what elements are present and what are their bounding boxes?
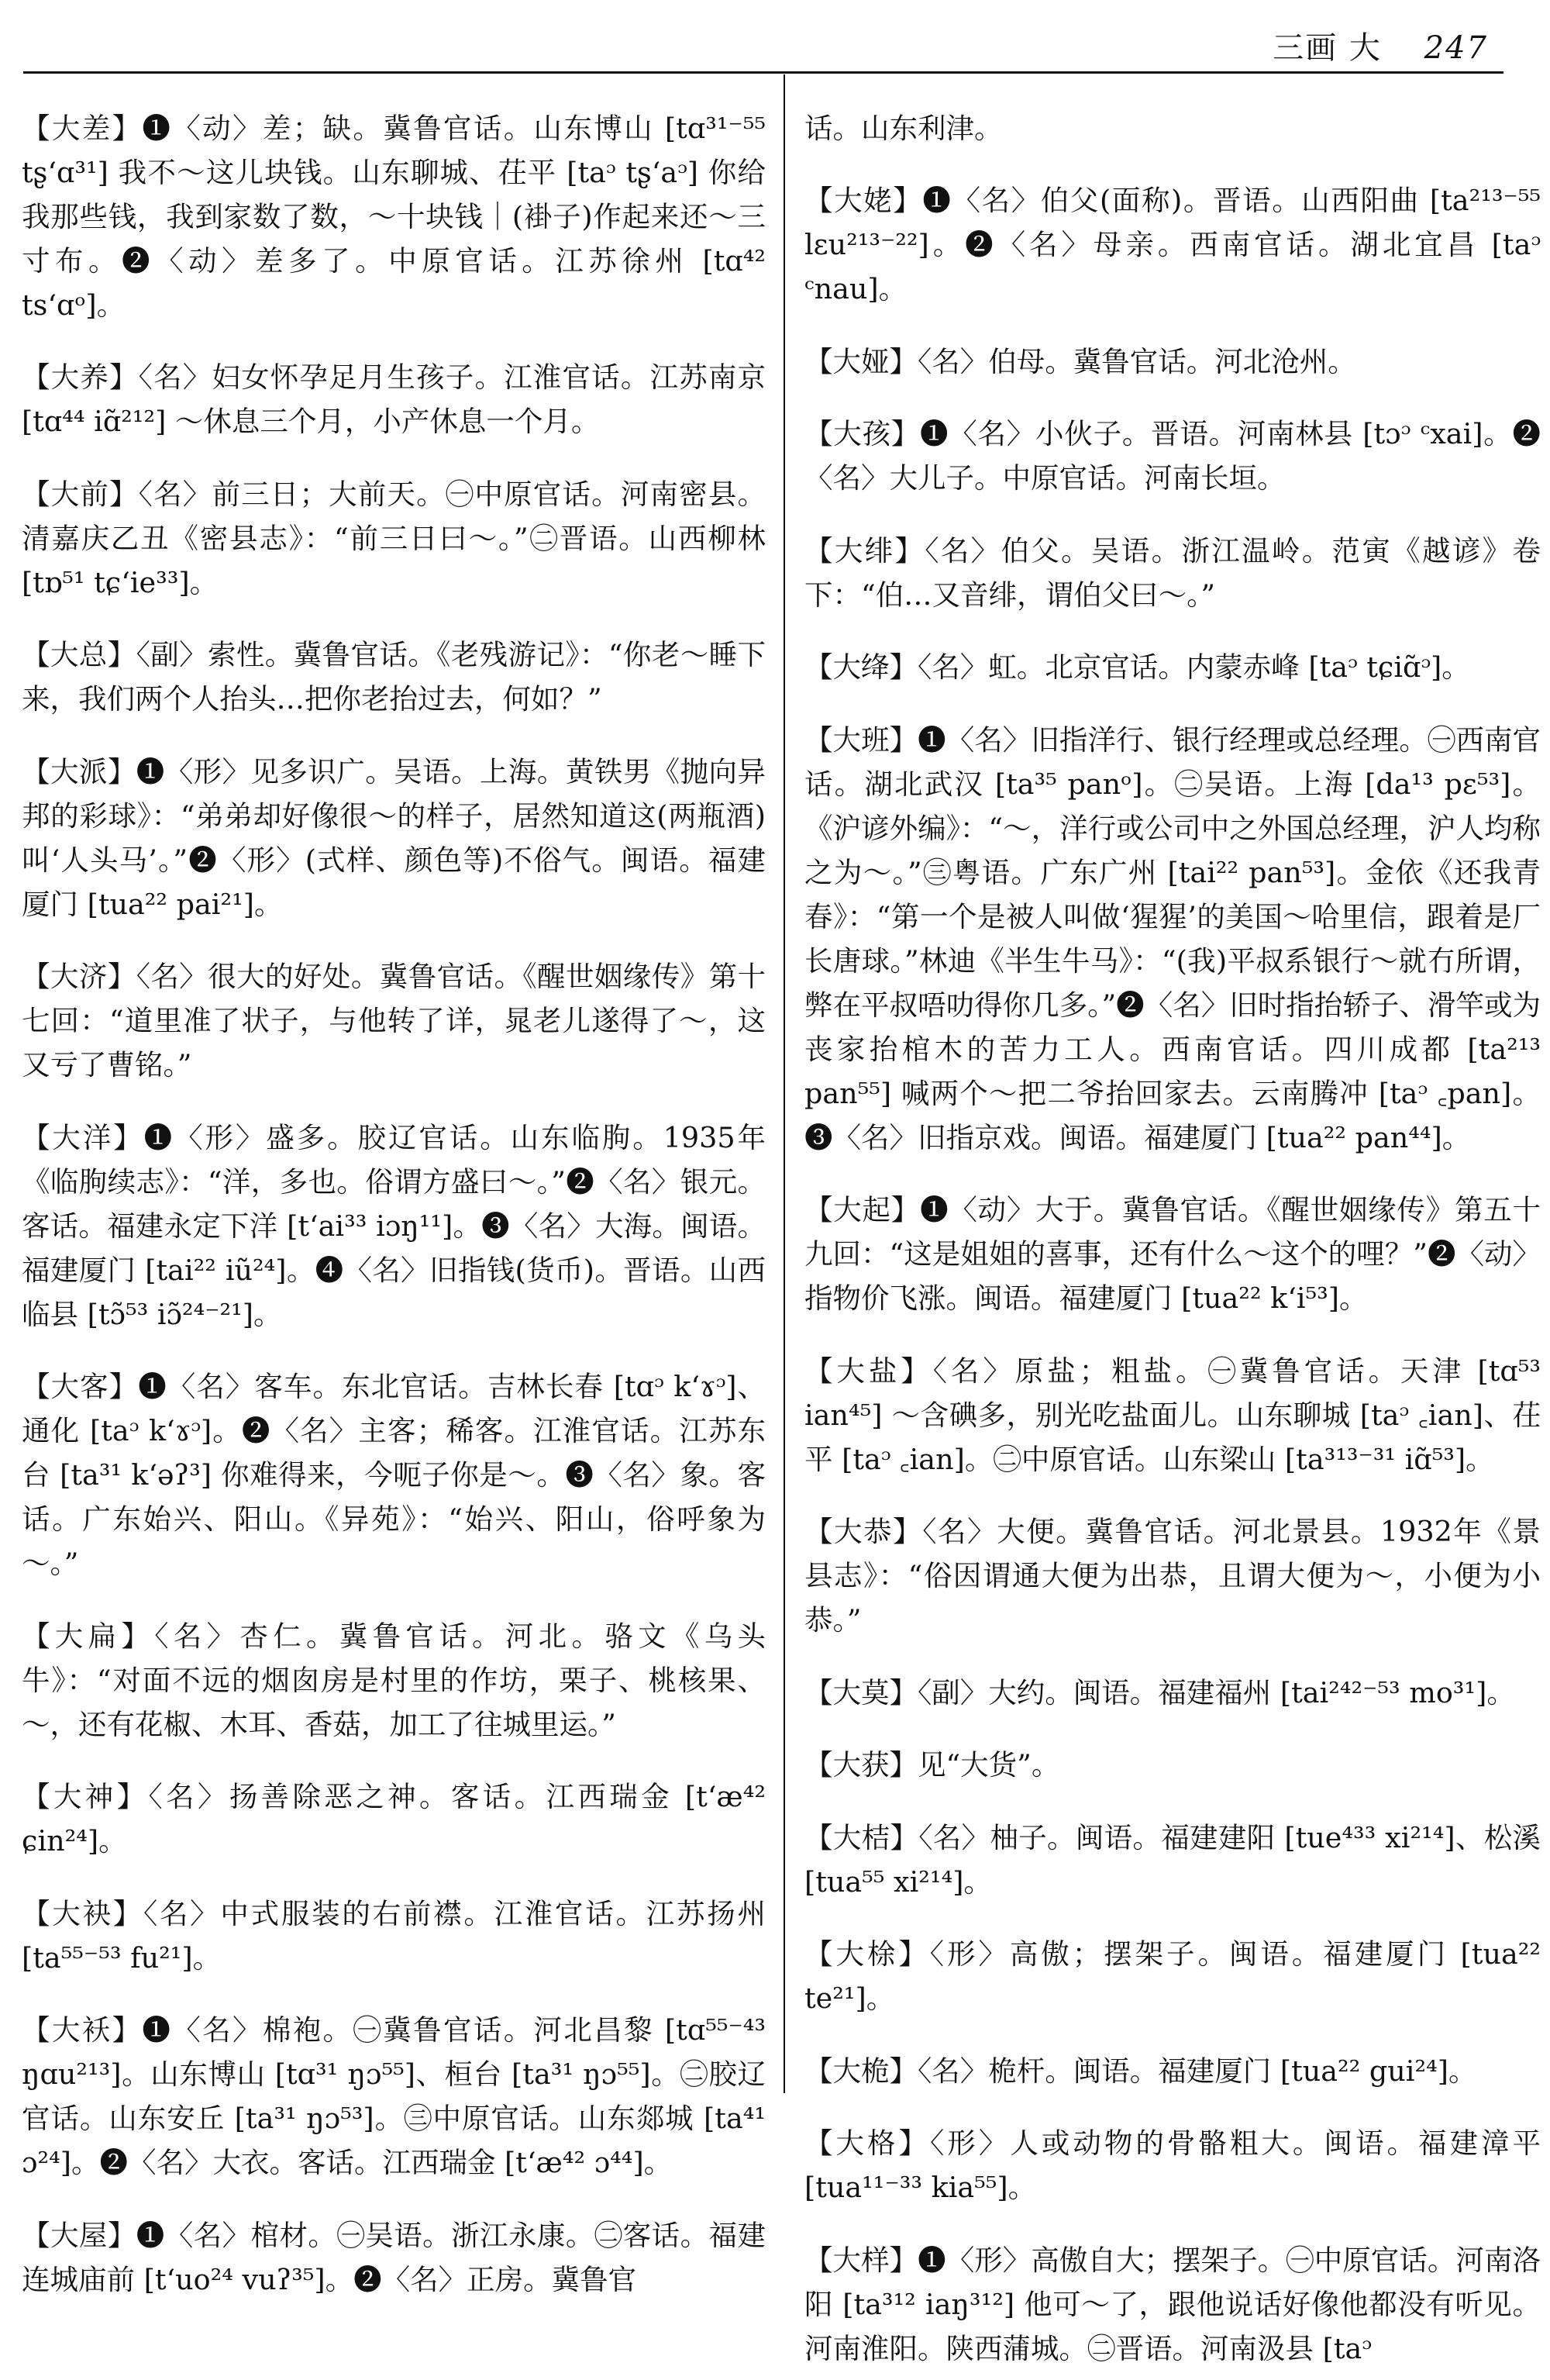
entry-da-yang-ocean: 【大洋】❶〈形〉盛多。胶辽官话。山东临朐。1935年《临朐续志》：“洋，多也。俗谓方盛曰～。”❷〈名〉银元。客话。福建永定下洋 [tʻai³³ iɔŋ¹¹]。❸〈名〉大海。闽语。福建厦门 [tai²² iũ²⁴]。❹〈名〉旧指钱(货币)。晋语。山西临县 [tɔ̃⁵³ iɔ̃²⁴⁻²¹]。 [22,1120,766,1331]
entry-da-cha: 【大差】❶〈动〉差；缺。冀鲁官话。山东博山 [tɑ³¹⁻⁵⁵ tʂʻɑ³¹] 我不～这儿块钱。山东聊城、茌平 [taᵓ tʂʻaᵓ] 你给我那些钱，我到家数了数，～十块钱｜(褂子)作起来还～三寸布。❷〈动〉差多了。中原官话。江苏徐州 [tɑ⁴² tsʻɑᵒ]。 [22,111,766,322]
entry-da-tu: 【大梌】〈形〉高傲；摆架子。闽语。福建厦门 [tua²² te²¹]。 [804,1937,1541,2015]
entry-da-ban: 【大班】❶〈名〉旧指洋行、银行经理或总经理。㊀西南官话。湖北武汉 [ta³⁵ panᵒ]。㊁吴语。上海 [da¹³ pɛ⁵³]。《沪谚外编》：“～，洋行或公司中之外国总经理，沪人均称之为～。”㊂粤语。广东广州 [tai²² pan⁵³]。金依《还我青春》：“第一个是被人叫做‘猩猩’的美国～哈里信，跟着是厂长唐球。”林迪《半生牛马》：“(我)平叔系银行～就冇所谓，弊在平叔唔叻得你几多。”❷〈名〉旧时指抬轿子、滑竿或为丧家抬棺木的苦力工人。西南官话。四川成都 [ta²¹³ pan⁵⁵] 喊两个～把二爷抬回家去。云南腾冲 [taᵓ ꜀pan]。❸〈名〉旧指京戏。闽语。福建厦门 [tua²² pan⁴⁴]。 [804,723,1541,1154]
entry-da-pai: 【大派】❶〈形〉见多识广。吴语。上海。黄铁男《抛向异邦的彩球》：“弟弟却好像很～的样子，居然知道这(两瓶酒)叫‘人头马’。”❷〈形〉(式样、颜色等)不俗气。闽语。福建厦门 [tua²² pai²¹]。 [22,754,766,921]
entry-da-bian: 【大扁】〈名〉杏仁。冀鲁官话。河北。骆文《乌头牛》：“对面不远的烟囱房是村里的作坊，栗子、桃核果、～，还有花椒、木耳、香菇，加工了往城里运。” [22,1619,766,1741]
entry-da-yang-birth: 【大养】〈名〉妇女怀孕足月生孩子。江淮官话。江苏南京 [tɑ⁴⁴ iɑ̃²¹²] ～休息三个月，小产休息一个月。 [22,360,766,438]
column-divider [784,74,785,2093]
right-column [804,78,1541,2380]
entry-da-qian: 【大前】〈名〉前三日；大前天。㊀中原官话。河南密县。清嘉庆乙丑《密县志》：“前三日曰～。”㊁晋语。山西柳林 [tɒ⁵¹ tɕʻie³³]。 [22,477,766,599]
entry-da-huo: 【大获】见“大货”。 [804,1748,1060,1782]
entry-continued: 话。山东利津。 [804,111,1003,145]
entry-da-yan: 【大盐】〈名〉原盐；粗盐。㊀冀鲁官话。天津 [tɑ⁵³ ian⁴⁵] ～含碘多，别光吃盐面儿。山东聊城 [taᵓ ꜀ian]、茌平 [taᵓ ꜀ian]。㊁中原官话。山东梁山 [ta³¹³⁻³¹ iɑ̃⁵³]。 [804,1354,1541,1476]
entry-da-jin: 【大袂】〈名〉中式服装的右前襟。江淮官话。江苏扬州 [ta⁵⁵⁻⁵³ fu²¹]。 [22,1896,766,1975]
entry-da-yang-arrogant: 【大样】❶〈形〉高傲自大；摆架子。㊀中原官话。河南洛阳 [ta³¹² iaŋ³¹²] 他可～了，跟他说话好像他都没有听见。河南淮阳。陕西蒲城。㊁晋语。河南汲县 [taᵓ [804,2243,1541,2365]
entry-da-wei: 【大桅】〈名〉桅杆。闽语。福建厦门 [tua²² gui²⁴]。 [804,2054,1477,2088]
entry-da-lao: 【大姥】❶〈名〉伯父(面称)。晋语。山西阳曲 [ta²¹³⁻⁵⁵ lɛu²¹³⁻²²]。❷〈名〉母亲。西南官话。湖北宜昌 [taᵓ ᶜnau]。 [804,184,1541,305]
entry-da-jiang: 【大绛】〈名〉虹。北京官话。内蒙赤峰 [taᵓ tɕiɑ̃ᵓ]。 [804,650,1470,684]
entry-da-zong: 【大总】〈副〉索性。冀鲁官话。《老残游记》：“你老～睡下来，我们两个人抬头…把你老抬过去，何如？” [22,638,766,716]
section-label: 三画 大 [1273,30,1382,66]
page-number: 247 [1424,30,1488,66]
entry-da-hai: 【大孩】❶〈名〉小伙子。晋语。河南林县 [tɔᵓ ᶜxai]。❷〈名〉大儿子。中原官话。河南长垣。 [804,417,1541,495]
entry-da-ya: 【大娅】〈名〉伯母。冀鲁官话。河北沧州。 [804,344,1356,378]
header-rule [23,71,1504,74]
entry-da-gong: 【大恭】〈名〉大便。冀鲁官话。河北景县。1932年《景县志》：“俗因谓通大便为出恭，且谓大便为～，小便为小恭。” [804,1515,1541,1637]
entry-da-ke: 【大客】❶〈名〉客车。东北官话。吉林长春 [tɑᵓ kʻɤᵓ]、通化 [taᵓ kʻɤᵓ]。❷〈名〉主客；稀客。江淮官话。江苏东台 [ta³¹ kʻəʔ³] 你难得来，今呃子你是～。❸〈名〉象。客话。广东始兴、阳山。《异苑》：“始兴、阳山，俗呼象为～。” [22,1370,766,1580]
entry-da-ge: 【大格】〈形〉人或动物的骨骼粗大。闽语。福建漳平 [tua¹¹⁻³³ kia⁵⁵]。 [804,2126,1541,2204]
entry-da-ji: 【大济】〈名〉很大的好处。冀鲁官话。《醒世姻缘传》第十七回：“道里准了状子，与他转了详，晁老儿遂得了～，这又亏了曹铭。” [22,960,766,1081]
entry-da-mo: 【大莫】〈副〉大约。闽语。福建福州 [tai²⁴²⁻⁵³ mo³¹]。 [804,1675,1515,1709]
entry-da-shen: 【大神】〈名〉扬善除恶之神。客话。江西瑞金 [tʻæ⁴² ɕin²⁴]。 [22,1780,766,1857]
entry-da-bian-uncle: 【大绯】〈名〉伯父。吴语。浙江温岭。范寅《越谚》卷下：“伯…又音绯，谓伯父曰～。” [804,533,1541,612]
entry-da-ao: 【大袄】❶〈名〉棉袍。㊀冀鲁官话。河北昌黎 [tɑ⁵⁵⁻⁴³ ŋɑu²¹³]。山东博山 [tɑ³¹ ŋɔ⁵⁵]、桓台 [ta³¹ ŋɔ⁵⁵]。㊁胶辽官话。山东安丘 [ta³¹ ŋɔ⁵³]。㊂中原官话。山东郯城 [ta⁴¹ ɔ²⁴]。❷〈名〉大衣。客话。江西瑞金 [tʻæ⁴² ɔ⁴⁴]。 [22,2013,766,2179]
entry-da-wu: 【大屋】❶〈名〉棺材。㊀吴语。浙江永康。㊁客话。福建连城庙前 [tʻuo²⁴ vuʔ³⁵]。❷〈名〉正房。冀鲁官 [22,2218,766,2296]
left-column [22,78,766,2311]
entry-da-qi: 【大起】❶〈动〉大于。冀鲁官话。《醒世姻缘传》第五十九回：“这是姐姐的喜事，还有什么～这个的哩？”❷〈动〉指物价飞涨。闽语。福建厦门 [tua²² kʻi⁵³]。 [804,1193,1541,1315]
page-header [0,0,1550,70]
entry-da-ju: 【大桔】〈名〉柚子。闽语。福建建阳 [tue⁴³³ xi²¹⁴]、松溪 [tua⁵⁵ xi²¹⁴]。 [804,1820,1541,1899]
